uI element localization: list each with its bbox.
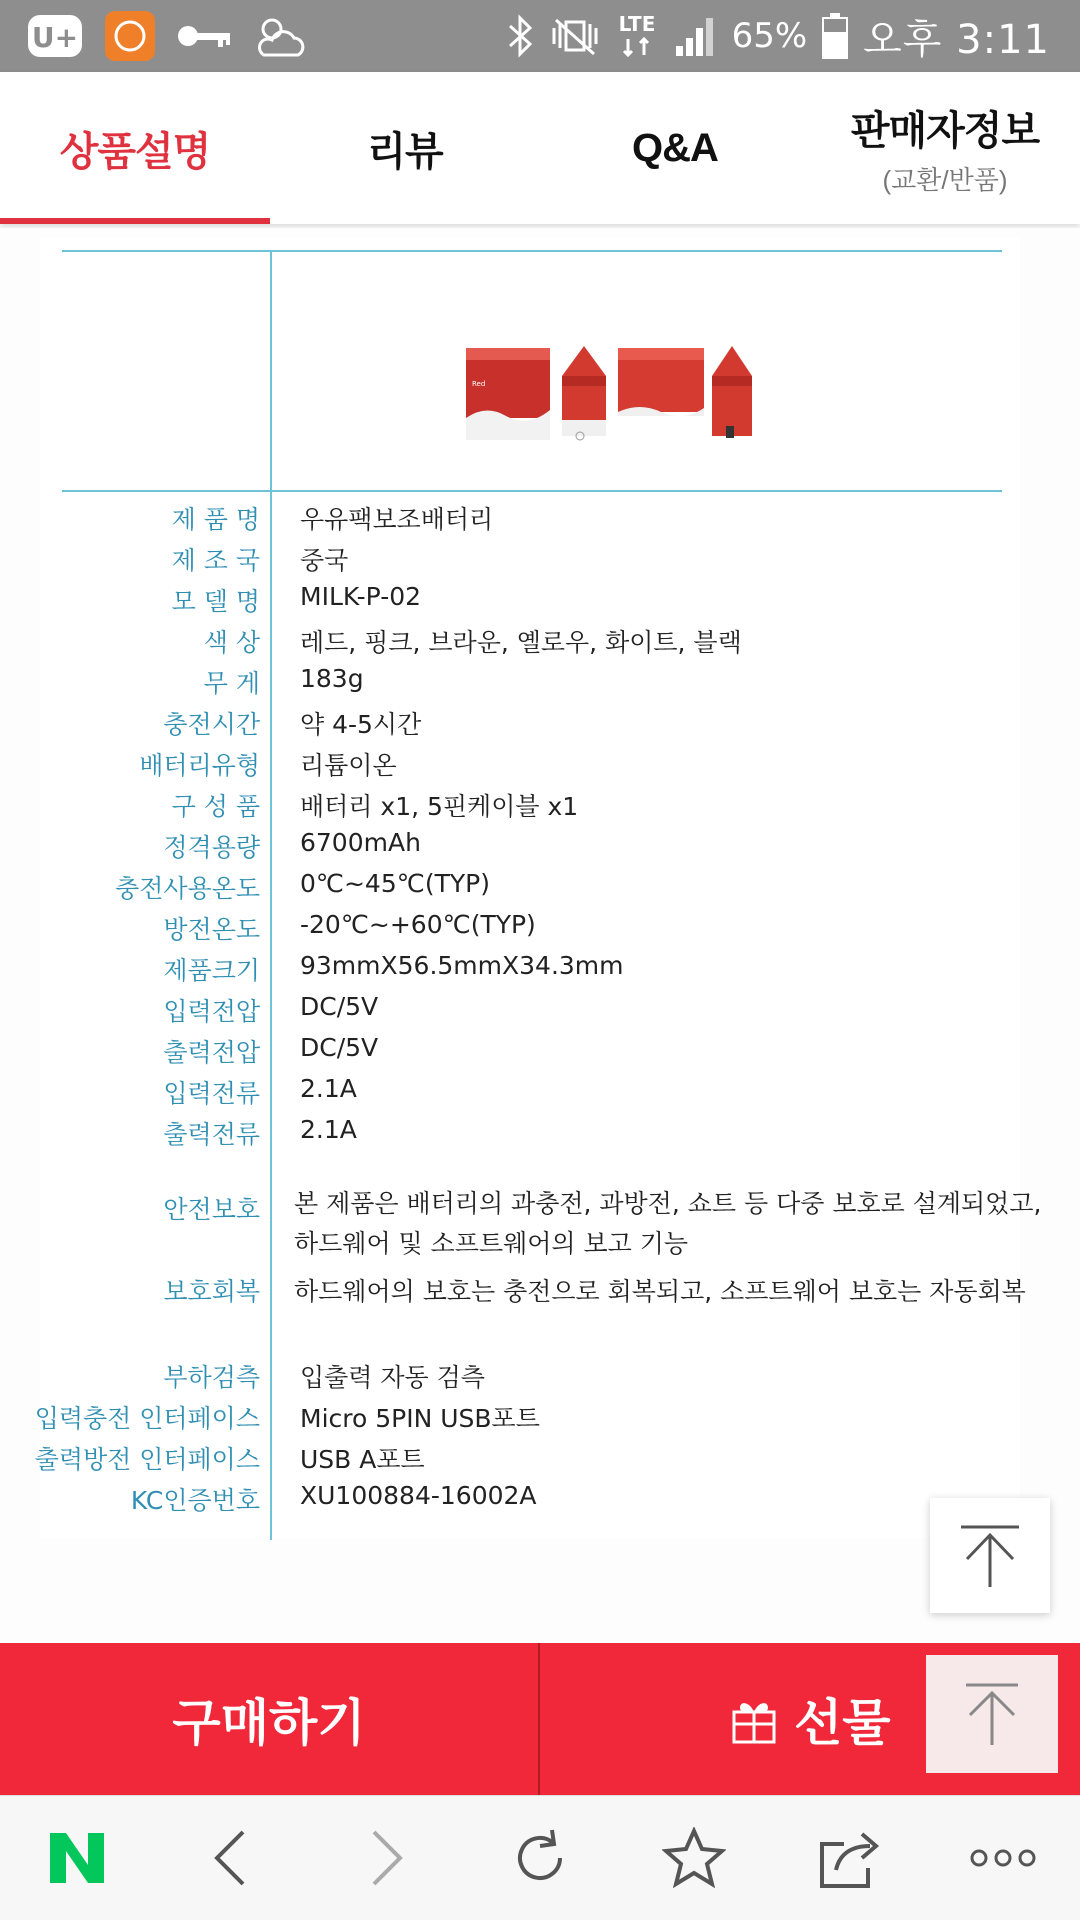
tab-label: 리뷰 <box>367 129 443 174</box>
spec-value: 입출력 자동 검측 <box>300 1363 485 1392</box>
spec-value: -20℃~+60℃(TYP) <box>300 910 536 939</box>
spec-value: 0℃~45℃(TYP) <box>300 869 490 898</box>
cell-signal-icon <box>674 14 718 58</box>
spec-value: 2.1A <box>300 1115 357 1144</box>
spec-divider-line <box>62 490 1002 492</box>
bluetooth-icon <box>506 14 536 58</box>
refresh-button[interactable] <box>480 1808 600 1908</box>
spec-row <box>40 828 1040 868</box>
spec-row <box>40 746 1040 786</box>
spec-value: DC/5V <box>300 1033 379 1062</box>
vibrate-mute-icon <box>550 16 600 56</box>
spec-label: 충전시간 <box>163 710 260 739</box>
battery-icon <box>821 12 849 60</box>
spec-label: KC인증번호 <box>130 1486 260 1515</box>
spec-row <box>40 1358 1040 1398</box>
bookmark-star-icon <box>662 1827 726 1889</box>
tab-label: Q&A <box>632 125 718 170</box>
weather-partly-cloudy-icon <box>252 11 308 61</box>
clock: 오후 3:11 <box>863 16 1050 63</box>
share-icon <box>816 1826 882 1890</box>
app-notification-icon <box>104 10 156 62</box>
spec-top-line <box>62 250 1002 252</box>
spec-label: 제품크기 <box>163 956 260 985</box>
spec-value: MILK-P-02 <box>300 582 422 611</box>
spec-sheet-image <box>34 238 1042 1538</box>
tab-sublabel: (교환/반품) <box>882 165 1008 195</box>
spec-value: 2.1A <box>300 1074 357 1103</box>
tab-reviews[interactable] <box>270 72 540 224</box>
spec-label: 모 델 명 <box>171 587 260 616</box>
spec-row <box>40 992 1040 1032</box>
spec-label: 제 품 명 <box>171 505 260 534</box>
spec-label: 무 게 <box>203 669 260 698</box>
spec-value: Micro 5PIN USB포트 <box>300 1404 540 1433</box>
spec-row-recovery <box>40 1272 1040 1312</box>
spec-label: 배터리유형 <box>139 751 260 780</box>
spec-label: 정격용량 <box>163 833 260 862</box>
spec-row <box>40 1033 1040 1073</box>
bookmark-button[interactable] <box>634 1808 754 1908</box>
spec-value: 하드웨어의 보호는 충전으로 회복되고, 소프트웨어 보호는 자동회복 <box>294 1277 1026 1306</box>
battery-percent: 65% <box>731 16 808 56</box>
spec-value: 본 제품은 배터리의 과충전, 과방전, 쇼트 등 다중 보호로 설계되었고, 하드웨어 및 소프트웨어의 보고 기능 <box>294 1189 1042 1258</box>
spec-label: 출력전압 <box>163 1038 260 1067</box>
gift-button[interactable] <box>540 1643 1080 1795</box>
spec-row <box>40 951 1040 991</box>
spec-row <box>40 869 1040 909</box>
product-description-content[interactable] <box>0 228 1080 1642</box>
product-photo <box>450 318 830 468</box>
key-icon <box>176 21 232 51</box>
spec-row <box>40 1481 1040 1521</box>
spec-value: 93mmX56.5mmX34.3mm <box>300 951 624 980</box>
svg-text:U+: U+ <box>31 21 79 54</box>
naver-icon <box>46 1829 108 1887</box>
spec-row <box>34 1440 1040 1480</box>
spec-row <box>40 664 1040 704</box>
spec-value: DC/5V <box>300 992 379 1021</box>
tab-label: 상품설명 <box>59 129 211 174</box>
spec-value: 중국 <box>300 546 349 575</box>
arrow-up-icon <box>955 1521 1025 1591</box>
spec-value: 약 4-5시간 <box>300 710 422 739</box>
spec-label: 출력방전 인터페이스 <box>34 1445 260 1474</box>
naver-home-button[interactable] <box>17 1808 137 1908</box>
spec-label: 출력전류 <box>163 1120 260 1149</box>
tab-seller-info[interactable] <box>810 72 1080 224</box>
spec-value: 리튬이온 <box>300 751 397 780</box>
share-button[interactable] <box>789 1808 909 1908</box>
lte-text: LTE <box>618 12 655 36</box>
spec-value: XU100884-16002A <box>300 1481 537 1510</box>
tab-label: 판매자정보 <box>850 109 1040 153</box>
buy-button[interactable] <box>0 1643 540 1795</box>
spec-row <box>34 1399 1040 1439</box>
spec-row <box>40 787 1040 827</box>
arrow-up-icon <box>962 1679 1022 1749</box>
scroll-to-top-overlay-button[interactable] <box>926 1655 1058 1773</box>
spec-label: 방전온도 <box>163 915 260 944</box>
back-icon <box>211 1828 251 1888</box>
spec-label: 충전사용온도 <box>115 874 260 903</box>
spec-label: 색 상 <box>203 628 260 657</box>
spec-value: 183g <box>300 664 364 693</box>
back-button[interactable] <box>171 1808 291 1908</box>
spec-value: 배터리 x1, 5핀케이블 x1 <box>300 792 579 821</box>
buy-label: 구매하기 <box>172 1694 366 1752</box>
spec-value: 레드, 핑크, 브라운, 옐로우, 화이트, 블랙 <box>300 628 742 657</box>
spec-label: 제 조 국 <box>171 546 260 575</box>
gift-icon <box>730 1694 778 1744</box>
more-icon <box>968 1846 1038 1870</box>
svg-text:Red: Red <box>472 380 486 388</box>
gift-label: 선물 <box>794 1694 891 1752</box>
spec-row <box>40 705 1040 745</box>
spec-label: 입력전류 <box>163 1079 260 1108</box>
forward-icon <box>366 1828 406 1888</box>
more-button[interactable] <box>943 1808 1063 1908</box>
spec-label: 부하검측 <box>163 1363 260 1392</box>
spec-row <box>40 582 1040 622</box>
refresh-icon <box>508 1826 572 1890</box>
spec-row <box>40 1115 1040 1155</box>
uplus-app-icon <box>26 11 84 61</box>
spec-value: 6700mAh <box>300 828 421 857</box>
status-bar <box>0 0 1080 72</box>
spec-value: USB A포트 <box>300 1445 425 1474</box>
spec-row <box>40 500 1040 540</box>
tab-product-description[interactable] <box>0 72 270 224</box>
product-tabs <box>0 72 1080 224</box>
forward-button[interactable] <box>326 1808 446 1908</box>
spec-label: 안전보호 <box>163 1195 260 1224</box>
browser-toolbar <box>0 1795 1080 1920</box>
tab-qna[interactable] <box>540 72 810 224</box>
spec-row <box>40 541 1040 581</box>
spec-label: 보호회복 <box>163 1277 260 1306</box>
spec-value: 우유팩보조배터리 <box>300 505 494 534</box>
spec-row <box>40 910 1040 950</box>
spec-label: 입력충전 인터페이스 <box>34 1404 260 1433</box>
purchase-action-bar <box>0 1643 1080 1795</box>
scroll-to-top-button[interactable] <box>930 1498 1050 1613</box>
spec-row <box>40 1074 1040 1114</box>
lte-signal-icon <box>614 11 660 61</box>
spec-row <box>40 623 1040 663</box>
spec-label: 구 성 품 <box>171 792 260 821</box>
spec-row-safety <box>40 1190 1040 1274</box>
spec-label: 입력전압 <box>163 997 260 1026</box>
